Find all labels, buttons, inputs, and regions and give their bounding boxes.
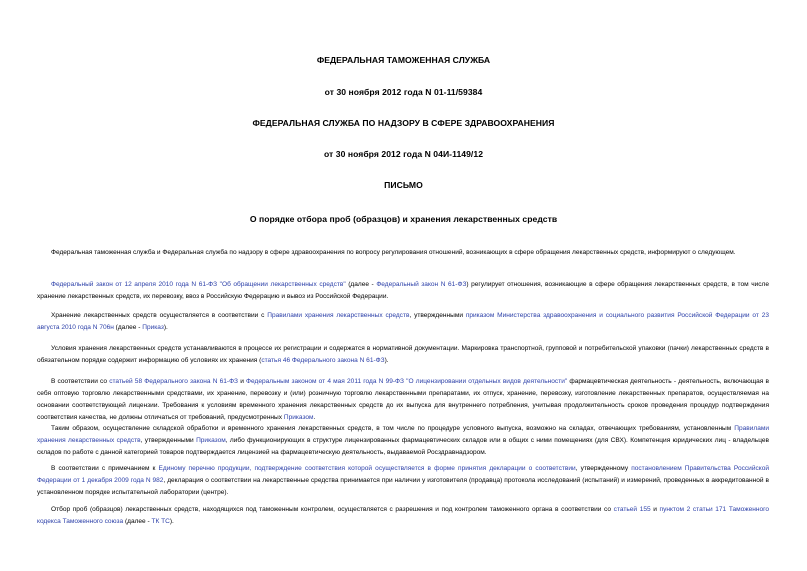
issuer-health-title: ФЕДЕРАЛЬНАЯ СЛУЖБА ПО НАДЗОРУ В СФЕРЕ ЗДРАВООХРАНЕНИЯ — [252, 118, 555, 128]
order-706n-link[interactable]: приказом Министерства здравоохранения и социального развития Российской Федерации от 23 августа 2010 года N 706н — [37, 312, 770, 331]
paragraph-warehouse — [37, 423, 769, 459]
paragraph-storage-conditions — [37, 343, 769, 367]
paragraph-declaration — [37, 463, 769, 499]
paragraph-text: (далее - — [113, 324, 143, 331]
order-link[interactable]: Приказом — [283, 414, 314, 421]
article-155-link[interactable]: статьей 155 — [613, 506, 651, 513]
health-letter-date-number: от 30 ноября 2012 года N 04И-1149/12 — [323, 149, 484, 159]
paragraph-text: и — [650, 506, 660, 513]
article-46-link[interactable]: статья 46 Федерального закона N 61-ФЗ — [261, 357, 385, 364]
paragraph-text: , декларация о соответствии на лекарственные средства принимается при наличии у изготовителя (продавца) протокола исследований (испытаний) и измерений, проведенных в аккредитованной в установленном порядке испытательной лаборатории (центре). — [37, 477, 769, 496]
paragraph-text: ). — [163, 324, 168, 331]
paragraph-text: В соответствии со — [51, 378, 110, 385]
paragraph-text: , утвержденному — [575, 465, 632, 472]
paragraph-text: Хранение лекарственных средств осуществляется в соответствии с — [51, 312, 268, 319]
order-link-2[interactable]: Приказом — [196, 437, 226, 444]
paragraph-text: Федеральная таможенная служба и Федеральная служба по надзору в сфере здравоохранения по вопросу регулирования отношений, возникающих в сфере обращения лекарственных средств, информируют о следующем. — [51, 249, 736, 256]
paragraph-text: , утвержденными — [409, 312, 466, 319]
resolution-982-link[interactable]: постановлением Правительства Российской Федерации от 1 декабря 2009 года N 982 — [37, 465, 769, 484]
paragraph-text: и — [238, 378, 247, 385]
paragraph-text: В соответствии с примечанием к — [51, 465, 159, 472]
paragraph-text: Таким образом, осуществление складской обработки и временного хранения лекарственных средств, в том числе по процедуре условного выпуска, возможно на складах, отвечающих требованиям, установленным — [51, 425, 735, 432]
paragraph-text: , утвержденными — [140, 437, 197, 444]
unified-list-link[interactable]: Единому перечню продукции, подтверждение соответствия которой осуществляется в форме принятия декларации о соответствии — [158, 465, 576, 472]
issuer-customs-title: ФЕДЕРАЛЬНАЯ ТАМОЖЕННАЯ СЛУЖБА — [316, 55, 491, 65]
paragraph-text: Отбор проб (образцов) лекарственных средств, находящихся под таможенным контролем, осуществляется с разрешения и под контролем таможенного органа в соответствии со — [51, 506, 614, 513]
paragraph-text: (далее - — [123, 518, 152, 525]
paragraph-storage-rules — [37, 310, 769, 334]
paragraph-text: ) регулирует отношения, возникающие в сфере обращения лекарственных средств, в том числе хранение лекарственных средств, их перевозку, ввоз в Российскую Федерацию и вывоз из Российской Федерации. — [37, 281, 769, 300]
law-61-fz-link[interactable]: Федеральный закон от 12 апреля 2010 года N 61-ФЗ "Об обращении лекарственных средств" — [51, 281, 346, 288]
paragraph-text: (далее - — [345, 281, 377, 288]
paragraph-text: Условия хранения лекарственных средств устанавливаются в процессе их регистрации и содержатся в нормативной документации. Маркировка транспортной, групповой и потребительской упаковки (пачки) лекарственных средств в обязательном порядке содержит информацию об условиях их хранения ( — [37, 345, 769, 364]
order-short-link[interactable]: Приказ — [142, 324, 164, 331]
law-61-fz-short-link[interactable]: Федеральный закон N 61-ФЗ — [376, 281, 467, 288]
storage-rules-link-2[interactable]: Правилами хранения лекарственных средств — [37, 425, 769, 444]
document-type-title: ПИСЬМО — [384, 180, 423, 190]
customs-letter-date-number: от 30 ноября 2012 года N 01-11/59384 — [324, 87, 483, 97]
paragraph-text: фармацевтическая деятельность - деятельность, включающая в себя оптовую торговлю лекарственными средствами, их хранение, перевозку и (или) розничную торговлю лекарственными препаратами, их отпуск, хранение, перевозку, изготовление лекарственных препаратов, осуществляемая на основании соответствующей лицензии. Требования к условиям временного хранения лекарственных средств до их выпуска для внутреннего потребления, учитывая продолжительность сроков проведения процедур подтверждения соответствия качества, не должны отличаться от требований, предусмотренных — [37, 378, 769, 421]
paragraph-text: , либо функционирующих в структуре лицензированных фармацевтических складов или в общих с ними помещениях (для СВХ). Компетенция юридических лиц - владельцев складов по работе с данной категорией товаров подтверждается лицензией на фармацевтическую деятельность, выдаваемой Росздравнадзором. — [37, 437, 769, 456]
law-99-fz-link[interactable]: Федеральным законом от 4 мая 2011 года N 99-ФЗ "О лицензировании отдельных видов деятельности" — [246, 378, 568, 385]
article-171-link[interactable]: пунктом 2 статьи 171 Таможенного кодекса Таможенного союза — [37, 506, 770, 525]
paragraph-text: ). — [384, 357, 389, 364]
storage-rules-link[interactable]: Правилами хранения лекарственных средств — [267, 312, 410, 319]
paragraph-text: ). — [169, 518, 174, 525]
paragraph-pharma-activity — [37, 376, 769, 424]
paragraph-text: . — [313, 414, 316, 421]
customs-code-link[interactable]: ТК ТС — [151, 518, 170, 525]
paragraph-sampling — [37, 504, 769, 528]
document-subject-title: О порядке отбора проб (образцов) и хранения лекарственных средств — [249, 214, 558, 224]
paragraph-law-61 — [37, 279, 769, 303]
article-58-link[interactable]: статьей 58 Федерального закона N 61-ФЗ — [109, 378, 239, 385]
paragraph-intro — [37, 247, 769, 259]
